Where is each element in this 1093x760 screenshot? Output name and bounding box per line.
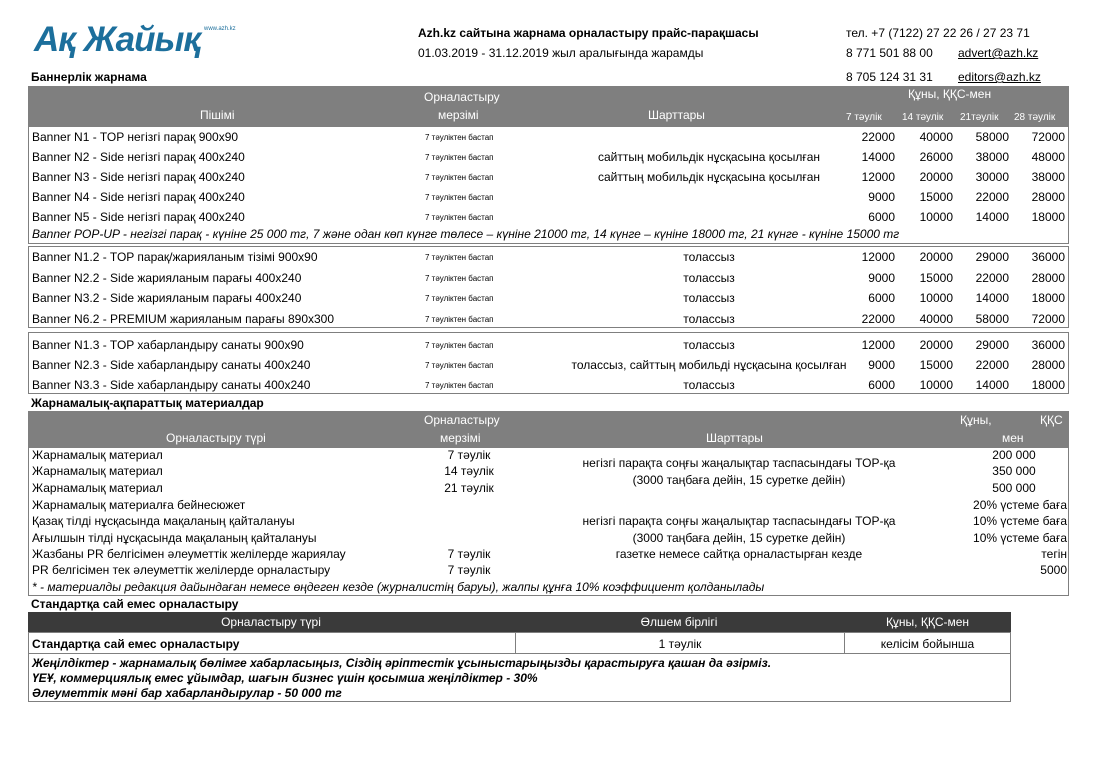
banner-group-classifieds <box>28 332 1069 394</box>
table-row <box>29 309 1068 329</box>
logo-url: www.azh.kz <box>204 26 236 32</box>
material-term: 7 тәулік <box>447 448 491 462</box>
banner-name: Banner N3.3 - Side хабарландыру санаты 400x240 <box>32 378 311 392</box>
price-28-days: 72000 <box>1031 130 1065 144</box>
banner-conditions: толассыз <box>683 311 735 326</box>
material-price: 10% үстеме баға <box>973 531 1067 545</box>
table-row <box>29 207 1068 227</box>
price-21-days: 29000 <box>975 250 1009 264</box>
header-term-line1: Орналастыру <box>424 413 500 427</box>
table-row <box>29 268 1068 288</box>
table-row <box>29 247 1068 267</box>
price-21-days: 58000 <box>975 311 1009 326</box>
price-7-days: 12000 <box>861 170 895 184</box>
material-name: Жазбаны PR белгісімен әлеуметтік желілерде жариялау <box>32 547 346 561</box>
header-price-14: 14 тәулік <box>902 112 944 123</box>
material-name: Ағылшын тілді нұсқасында мақаланың қайталануы <box>32 531 317 545</box>
header-price-7: 7 тәулік <box>846 112 882 123</box>
banner-term: 7 тәуліктен бастап <box>425 273 494 283</box>
banner-term: 7 тәуліктен бастап <box>425 381 494 390</box>
banner-name: Banner N3.2 - Side жарияланым парағы 400x240 <box>32 291 302 305</box>
material-name: Жарнамалық материал <box>32 464 163 478</box>
price-21-days: 58000 <box>975 130 1009 144</box>
materials-section-title: Жарнамалық-ақпараттық материалдар <box>31 396 264 410</box>
price-14-days: 10000 <box>919 210 953 224</box>
logo: Ақ Жайық <box>34 20 201 59</box>
price-28-days: 36000 <box>1031 338 1065 352</box>
banner-section-title: Баннерлік жарнама <box>31 70 147 84</box>
materials-table-header <box>28 411 1069 447</box>
header-type: Орналастыру түрі <box>166 431 266 445</box>
price-28-days: 72000 <box>1031 311 1065 326</box>
price-28-days: 18000 <box>1031 291 1065 305</box>
price-14-days: 10000 <box>919 291 953 305</box>
material-term: 7 тәулік <box>447 547 491 561</box>
header-unit: Өлшем бірлігі <box>640 615 718 629</box>
header-price: Құны, ҚҚС-мен <box>885 615 970 629</box>
material-term: 21 тәулік <box>444 481 494 495</box>
material-price: 500 000 <box>992 481 1036 495</box>
material-conditions-repeat-1: негізгі парақта соңғы жаңалықтар таспасындағы TOP-қа <box>582 514 896 528</box>
table-row <box>29 127 1068 147</box>
material-name: Жарнамалық материалға бейнесюжет <box>32 498 246 512</box>
price-21-days: 22000 <box>975 358 1009 372</box>
materials-footnote: * - материалды редакция дайындаған немесе өңдеген кезде (журналистің баруы), жалпы құнға 10% коэффициент қолданылады <box>32 580 765 594</box>
price-7-days: 6000 <box>868 210 895 224</box>
material-name: PR белгісімен тек әлеуметтік желілерде орналастыру <box>32 563 331 577</box>
price-14-days: 20000 <box>919 170 953 184</box>
banner-name: Banner N1.2 - TOP парақ/жарияланым тізімі 900x90 <box>32 250 318 264</box>
price-14-days: 15000 <box>919 358 953 372</box>
price-21-days: 30000 <box>975 170 1009 184</box>
table-row <box>29 167 1068 187</box>
price-7-days: 9000 <box>868 270 895 285</box>
banner-term: 7 тәуліктен бастап <box>425 361 494 370</box>
material-conditions-top-1: негізгі парақта соңғы жаңалықтар таспасындағы TOP-қа <box>582 456 896 470</box>
nonstandard-table-header <box>28 612 1011 632</box>
header-price-line1: Құны, <box>960 413 992 427</box>
price-14-days: 40000 <box>919 130 953 144</box>
banner-term: 7 тәуліктен бастап <box>425 341 494 350</box>
price-7-days: 22000 <box>861 130 895 144</box>
table-row <box>29 147 1068 167</box>
header-price-vat: ҚҚС <box>1040 413 1063 427</box>
discount-note-3: Әлеуметтік мәні бар хабарландырулар - 50 000 тг <box>32 686 342 700</box>
discounts-box <box>28 653 1011 702</box>
price-21-days: 14000 <box>975 210 1009 224</box>
banner-name: Banner N6.2 - PREMIUM жарияланым парағы 890x300 <box>32 311 335 326</box>
banner-name: Banner N1 - TOP негізгі парақ 900x90 <box>32 130 239 144</box>
material-price: 10% үстеме баға <box>973 514 1067 528</box>
price-7-days: 9000 <box>868 190 895 204</box>
header-type: Орналастыру түрі <box>221 615 321 629</box>
banner-term: 7 тәуліктен бастап <box>425 173 494 182</box>
material-price: 5000 <box>1040 563 1067 577</box>
nonstandard-unit: 1 тәулік <box>658 637 702 651</box>
email-advert-link[interactable]: advert@azh.kz <box>958 46 1039 60</box>
nonstandard-price: келісім бойынша <box>880 637 975 651</box>
price-7-days: 12000 <box>861 250 895 264</box>
nonstandard-section-title: Стандартқа сай емес орналастыру <box>31 597 239 611</box>
header-term-line2: мерзімі <box>438 108 479 122</box>
price-7-days: 6000 <box>868 378 895 392</box>
price-7-days: 12000 <box>861 338 895 352</box>
price-7-days: 14000 <box>861 150 895 164</box>
banner-name: Banner N2.3 - Side хабарландыру санаты 400x240 <box>32 358 311 372</box>
header-term-line1: Орналастыру <box>424 90 500 104</box>
email-editors-link[interactable]: editors@azh.kz <box>958 70 1041 84</box>
price-14-days: 20000 <box>919 250 953 264</box>
material-term: 7 тәулік <box>447 563 491 577</box>
material-term: 14 тәулік <box>444 464 494 478</box>
material-conditions-repeat-2: (3000 таңбаға дейін, 15 суретке дейін) <box>632 531 846 545</box>
phone-mobile-2: 8 705 124 31 31 <box>846 70 933 84</box>
discount-note-1: Жеңілдіктер - жарнамалық бөлімге хабарласыңыз, Сіздің әріптестік ұсыныстарыңызды қарастыруға қашан да әзірміз. <box>32 656 772 670</box>
nonstandard-row <box>28 632 1011 654</box>
material-name: Қазақ тілді нұсқасында мақаланың қайталануы <box>32 514 295 528</box>
price-14-days: 20000 <box>919 338 953 352</box>
banner-conditions: толассыз <box>683 250 735 264</box>
header-conditions: Шарттары <box>648 108 705 122</box>
phone-main: тел. +7 (7122) 27 22 26 / 27 23 71 <box>846 26 1030 40</box>
price-14-days: 15000 <box>919 190 953 204</box>
discount-note-2: ҮЕҰ, коммерциялық емес ұйымдар, шағын бизнес үшін қосымша жеңілдіктер - 30% <box>32 671 538 685</box>
price-7-days: 22000 <box>861 311 895 326</box>
banner-conditions: толассыз <box>683 291 735 305</box>
banner-term: 7 тәуліктен бастап <box>425 133 494 142</box>
banner-group-publication <box>28 246 1069 328</box>
banner-term: 7 тәуліктен бастап <box>425 314 494 324</box>
banner-conditions: толассыз <box>683 338 735 352</box>
phone-mobile-1: 8 771 501 88 00 <box>846 46 933 60</box>
popup-note: Banner POP-UP - негізгі парақ - күніне 25 000 тг, 7 және одан көп күнге төлесе – күніне 21000 тг, 14 күнге – күніне 18000 тг, 21 күнге - күніне 15000 тг <box>32 227 900 241</box>
header-format: Пішімі <box>200 108 235 122</box>
table-row <box>29 335 1068 355</box>
material-name: Жарнамалық материал <box>32 448 163 462</box>
banner-name: Banner N1.3 - TOP хабарландыру санаты 900x90 <box>32 338 304 352</box>
price-28-days: 36000 <box>1031 250 1065 264</box>
material-name: Жарнамалық материал <box>32 481 163 495</box>
price-21-days: 22000 <box>975 190 1009 204</box>
table-row <box>29 187 1068 207</box>
header-price-21: 21тәулік <box>960 112 999 123</box>
material-price: тегін <box>1041 547 1067 561</box>
price-28-days: 28000 <box>1031 190 1065 204</box>
price-21-days: 14000 <box>975 378 1009 392</box>
material-conditions-pr: газетке немесе сайтқа орналастырған кезде <box>615 547 863 561</box>
material-price: 200 000 <box>992 448 1036 462</box>
materials-table-body <box>28 447 1069 596</box>
price-28-days: 28000 <box>1031 358 1065 372</box>
banner-term: 7 тәуліктен бастап <box>425 294 494 303</box>
table-row <box>29 355 1068 375</box>
table-row <box>29 375 1068 395</box>
banner-table-header <box>28 86 1069 126</box>
nonstandard-name: Стандартқа сай емес орналастыру <box>32 637 240 651</box>
price-28-days: 48000 <box>1031 150 1065 164</box>
material-price: 350 000 <box>992 464 1036 478</box>
material-price: 20% үстеме баға <box>973 498 1067 512</box>
price-14-days: 15000 <box>919 270 953 285</box>
banner-conditions: толассыз <box>683 270 735 285</box>
header-price: Құны, ҚҚС-мен <box>908 87 992 101</box>
price-7-days: 6000 <box>868 291 895 305</box>
banner-conditions: толассыз, сайттың мобильді нұсқасына қосылған <box>571 358 847 372</box>
page-title: Azh.kz сайтына жарнама орналастыру прайс-парақшасы <box>418 26 759 40</box>
banner-term: 7 тәуліктен бастап <box>425 253 494 262</box>
banner-conditions: сайттың мобильдік нұсқасына қосылған <box>598 150 820 164</box>
material-conditions-top-2: (3000 таңбаға дейін, 15 суретке дейін) <box>632 473 846 487</box>
banner-name: Banner N2.2 - Side жарияланым парағы 400x240 <box>32 270 302 285</box>
validity-text: 01.03.2019 - 31.12.2019 жыл аралығында жарамды <box>418 46 704 60</box>
banner-group-main <box>28 126 1069 244</box>
price-14-days: 40000 <box>919 311 953 326</box>
price-7-days: 9000 <box>868 358 895 372</box>
table-row <box>29 288 1068 308</box>
price-14-days: 26000 <box>919 150 953 164</box>
price-28-days: 18000 <box>1031 378 1065 392</box>
price-28-days: 28000 <box>1031 270 1065 285</box>
banner-term: 7 тәуліктен бастап <box>425 213 494 222</box>
price-21-days: 29000 <box>975 338 1009 352</box>
banner-name: Banner N5 - Side негізгі парақ 400x240 <box>32 210 245 224</box>
price-21-days: 22000 <box>975 270 1009 285</box>
price-21-days: 14000 <box>975 291 1009 305</box>
price-21-days: 38000 <box>975 150 1009 164</box>
banner-name: Banner N3 - Side негізгі парақ 400x240 <box>32 170 245 184</box>
header-price-line2: мен <box>1002 431 1024 445</box>
banner-term: 7 тәуліктен бастап <box>425 193 494 202</box>
banner-name: Banner N2 - Side негізгі парақ 400x240 <box>32 150 245 164</box>
banner-name: Banner N4 - Side негізгі парақ 400x240 <box>32 190 245 204</box>
banner-conditions: толассыз <box>683 378 735 392</box>
header-conditions: Шарттары <box>706 431 763 445</box>
banner-conditions: сайттың мобильдік нұсқасына қосылған <box>598 170 820 184</box>
price-28-days: 38000 <box>1031 170 1065 184</box>
header-price-28: 28 тәулік <box>1014 112 1056 123</box>
header-term-line2: мерзімі <box>440 431 481 445</box>
price-14-days: 10000 <box>919 378 953 392</box>
price-28-days: 18000 <box>1031 210 1065 224</box>
banner-term: 7 тәуліктен бастап <box>425 153 494 162</box>
